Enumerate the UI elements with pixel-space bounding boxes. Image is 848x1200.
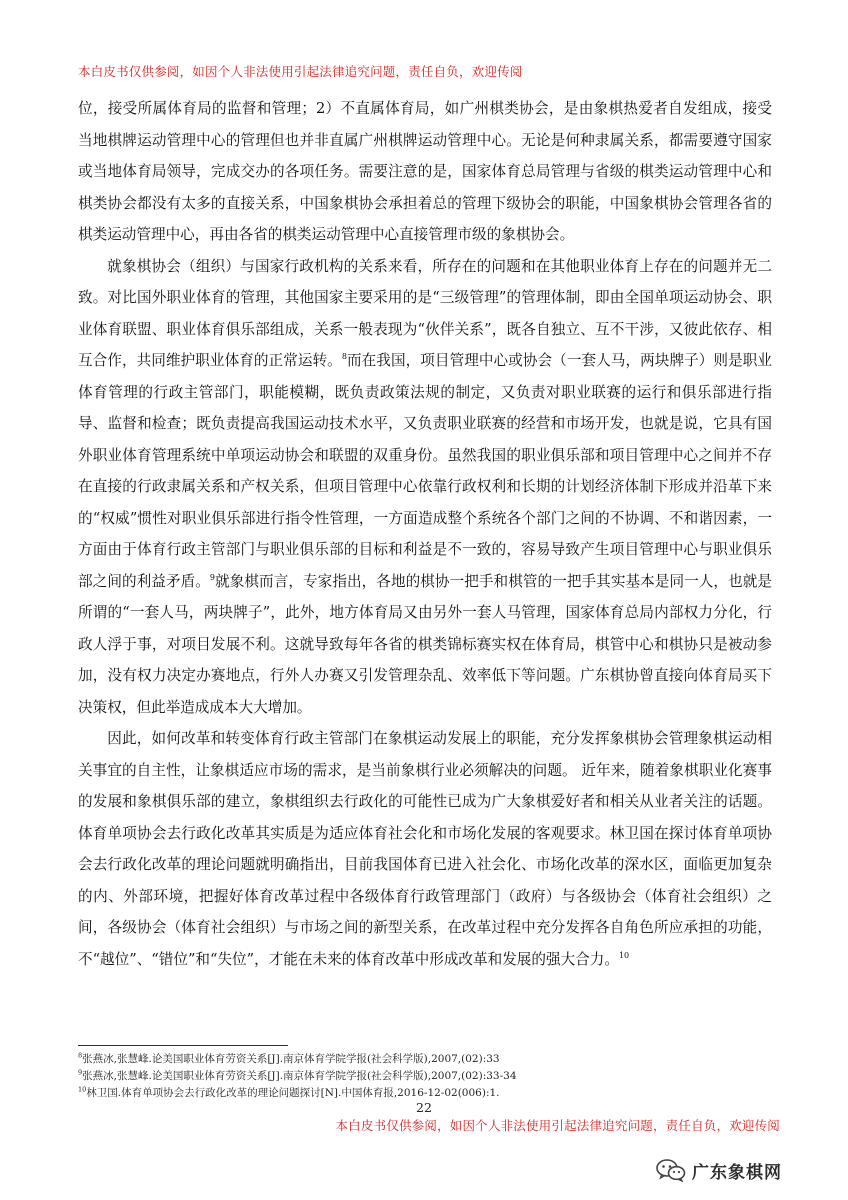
page-number: 22 bbox=[416, 1100, 432, 1115]
footnote-item bbox=[78, 1068, 778, 1085]
paragraph-2-part-b: 而在我国，项目管理中心或协会（一套人马，两块牌子）则是职业体育管理的行政主管部门，职能模糊，既负责政策法规的制定，又负责对职业联赛的运行和俱乐部进行指导、监督和检查；既负责提高我国运动技术水平，又负责职业联赛的经营和市场开发，也就是说，它具有国外职业体育管理系统中单项运动协会和联盟的双重身份。虽然我国的职业俱乐部和项目管理中心之间并不存在直接的行政隶属关系和产权关系，但项目管理中心依靠行政权利和长期的计划经济体制下形成并沿革下来的“权威”惯性对职业俱乐部进行指令性管理，一方面造成整个系统各个部门之间的不协调、不和谐因素，一方面由于体育行政主管部门与职业俱乐部的目标和利益是不一致的，容易导致产生项目管理中心与职业俱乐部之间的利益矛盾。 bbox=[78, 352, 772, 590]
footnote-ref-8[interactable]: 8 bbox=[341, 352, 347, 362]
paragraph-2-part-a: 就象棋协会（组织）与国家行政机构的关系来看，所存在的问题和在其他职业体育上存在的问题并无二致。对比国外职业体育的管理，其他国家主要采用的是“三级管理”的管理体制，即由全国单项运动协会、职业体育联盟、职业体育俱乐部组成，关系一般表现为“伙伴关系”，既各自独立、互不干涉，又彼此依存、相互合作，共同维护职业体育的正常运转。 bbox=[78, 257, 772, 369]
paragraph-2-part-c: 就象棋而言，专家指出，各地的棋协一把手和棋管的一把手其实基本是同一人，也就是所谓的“一套人马，两块牌子”，此外，地方体育局又由另外一套人马管理，国家体育总局内部权力分化，行政人浮于事，对项目发展不利。这就导致每年各省的棋类锦标赛实权在体育局，棋管中心和棋协只是被动参加，没有权力决定办赛地点，行外人办赛又引发管理杂乱、效率低下等问题。广东棋协曾直接向体育局买下决策权，但此举造成成本大大增加。 bbox=[78, 572, 772, 716]
watermark bbox=[656, 1152, 782, 1188]
footnote-ref-10[interactable]: 10 bbox=[618, 950, 630, 960]
footnote-text: 张燕冰,张慧峰.论美国职业体育劳资关系[J].南京体育学院学报(社会科学版),2007,(02):33-34 bbox=[82, 1070, 517, 1082]
footer-disclaimer: 本白皮书仅供参阅，如因个人非法使用引起法律追究问题，责任自负，欢迎传阅 bbox=[335, 1118, 780, 1133]
footnotes bbox=[78, 1051, 778, 1102]
document-body bbox=[78, 93, 772, 975]
footnote-ref-9[interactable]: 9 bbox=[209, 572, 216, 582]
footnote-number: 8 bbox=[78, 1051, 83, 1060]
footnote-text: 林卫国.体育单项协会去行政化改革的理论问题探讨[N].中国体育报,2016-12-02(006):1. bbox=[86, 1087, 500, 1099]
wechat-icon bbox=[656, 1158, 686, 1182]
watermark-text: 广东象棋网 bbox=[692, 1162, 782, 1183]
paragraph-3-text: 因此，如何改革和转变体育行政主管部门在象棋运动发展上的职能，充分发挥象棋协会管理象棋运动相关事宜的自主性，让象棋适应市场的需求，是当前象棋行业必须解决的问题。 近年来，随着象棋职业化赛事的发展和象棋俱乐部的建立，象棋组织去行政化的可能性已成为广大象棋爱好者和相关从业者关注的话题。体育单项协会去行政化改革其实质是为适应体育社会化和市场化发展的客观要求。林卫国在探讨体育单项协会去行政化改革的理论问题就明确指出，目前我国体育已进入社会化、市场化改革的深水区，面临更加复杂的内、外部环境，把握好体育改革过程中各级体育行政管理部门（政府）与各级协会（体育社会组织）之间，各级协会（体育社会组织）与市场之间的新型关系，在改革过程中充分发挥各自角色所应承担的功能，不“越位”、“错位”和“失位”，才能在未来的体育改革中形成改革和发展的强大合力。 bbox=[78, 730, 772, 968]
footnote-number: 9 bbox=[78, 1068, 83, 1077]
paragraph-2 bbox=[78, 251, 772, 724]
footnote-number: 10 bbox=[78, 1085, 87, 1094]
footnote-item bbox=[78, 1051, 778, 1068]
footnote-text: 张燕冰,张慧峰.论美国职业体育劳资关系[J].南京体育学院学报(社会科学版),2007,(02):33 bbox=[82, 1053, 500, 1065]
paragraph-3 bbox=[78, 723, 772, 975]
header-disclaimer: 本白皮书仅供参阅，如因个人非法使用引起法律追究问题，责任自负，欢迎传阅 bbox=[78, 64, 523, 79]
paragraph-1: 位，接受所属体育局的监督和管理；2）不直属体育局，如广州棋类协会，是由象棋热爱者自发组成，接受当地棋牌运动管理中心的管理但也并非直属广州棋牌运动管理中心。无论是何种隶属关系，都需要遵守国家或当地体育局领导，完成交办的各项任务。需要注意的是，国家体育总局管理与省级的棋类运动管理中心和棋类协会都没有太多的直接关系，中国象棋协会承担着总的管理下级协会的职能，中国象棋协会管理各省的棋类运动管理中心，再由各省的棋类运动管理中心直接管理市级的象棋协会。 bbox=[78, 100, 772, 243]
footnote-divider bbox=[78, 1045, 288, 1046]
